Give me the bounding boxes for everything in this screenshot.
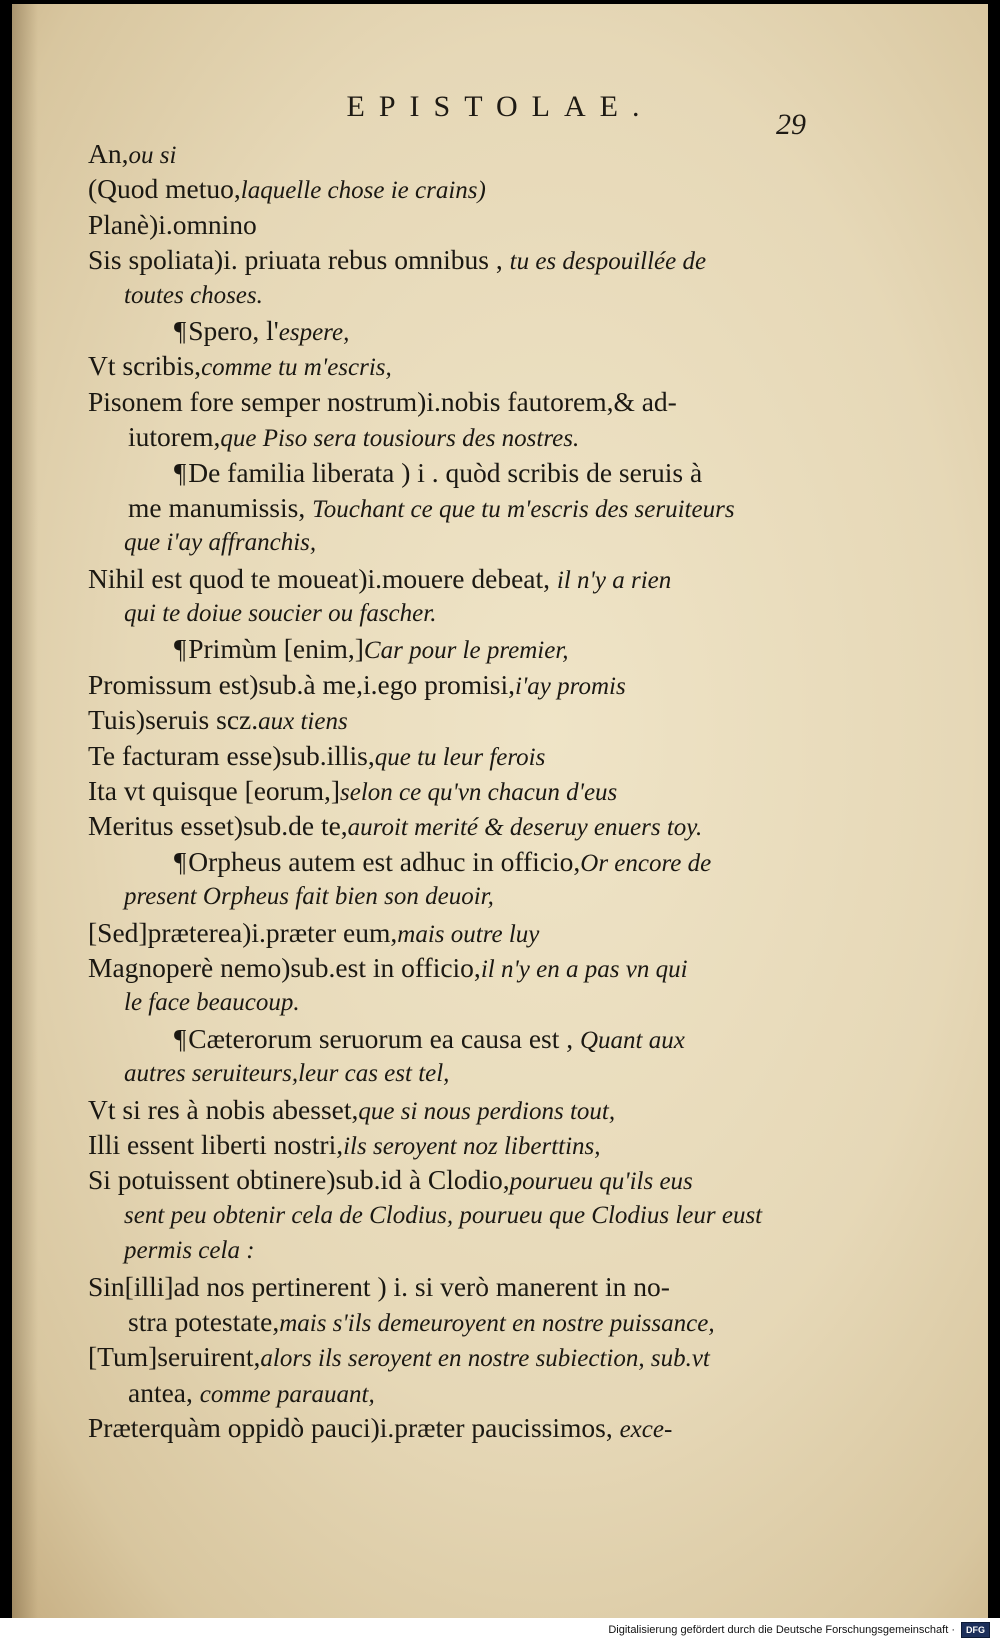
text-line-1: An,ou si xyxy=(88,138,177,169)
text-line-18: Te facturam esse)sub.illis,que tu leur ferois xyxy=(88,739,546,771)
text-line-12: que i'ay affranchis, xyxy=(124,529,317,557)
text-line-33: Sin[illi]ad nos pertinerent ) i. si verò manerent in no- xyxy=(88,1270,670,1302)
text-line-19: Ita vt quisque [eorum,]selon ce qu'vn chacun d'eus xyxy=(88,775,618,807)
text-line-11: me manumissis, Touchant ce que tu m'escris des seruiteurs xyxy=(128,491,735,523)
text-line-3: Planè)i.omnino xyxy=(88,208,257,240)
text-line-8: Pisonem fore semper nostrum)i.nobis fautorem,& ad- xyxy=(88,385,677,417)
text-line-14: qui te doiue soucier ou fascher. xyxy=(124,600,437,628)
text-line-13: Nihil est quod te moueat)i.mouere debeat, il n'y a rien xyxy=(88,562,672,594)
text-line-30: Si potuissent obtinere)sub.id à Clodio,pourueu qu'ils eus xyxy=(88,1164,693,1196)
folio-number: 29 xyxy=(776,108,806,141)
text-line-28: Vt si res à nobis abesset,que si nous perdions tout, xyxy=(88,1093,616,1125)
text-line-35: [Tum]seruirent,alors ils seroyent en nostre subiection, sub.vt xyxy=(88,1341,710,1373)
text-line-10: ¶De familia liberata ) i . quòd scribis de seruis à xyxy=(174,456,703,488)
text-line-25: le face beaucoup. xyxy=(124,989,300,1017)
text-line-2: (Quod metuo,laquelle chose ie crains) xyxy=(88,173,486,205)
text-line-26: ¶Cæterorum seruorum ea causa est , Quant aux xyxy=(174,1022,685,1054)
digitization-footer xyxy=(0,1618,1000,1642)
text-line-22: present Orpheus fait bien son deuoir, xyxy=(124,883,494,911)
text-line-31: sent peu obtenir cela de Clodius, pourueu que Clodius leur eust xyxy=(124,1201,763,1229)
text-line-4: Sis spoliata)i. priuata rebus omnibus , tu es despouillée de xyxy=(88,244,707,276)
text-line-16: Promissum est)sub.à me,i.ego promisi,i'ay promis xyxy=(88,668,626,700)
text-line-17: Tuis)seruis scz.aux tiens xyxy=(88,704,348,736)
text-line-20: Meritus esset)sub.de te,auroit merité & deseruy enuers toy. xyxy=(88,810,703,842)
text-line-27: autres seruiteurs,leur cas est tel, xyxy=(124,1060,450,1088)
text-line-7: Vt scribis,comme tu m'escris, xyxy=(88,350,392,382)
gutter-shadow xyxy=(12,4,38,1618)
text-line-15: ¶Primùm [enim,]Car pour le premier, xyxy=(174,633,569,665)
text-line-34: stra potestate,mais s'ils demeuroyent en nostre puissance, xyxy=(128,1305,715,1337)
text-line-5: toutes choses. xyxy=(124,281,263,309)
running-title: EPISTOLAE. xyxy=(346,90,654,123)
text-line-36: antea, comme parauant, xyxy=(128,1376,375,1408)
text-line-24: Magnoperè nemo)sub.est in officio,il n'y en a pas vn qui xyxy=(88,951,688,983)
text-line-23: [Sed]præterea)i.præter eum,mais outre luy xyxy=(88,916,540,948)
funding-notice: Digitalisierung gefördert durch die Deutsche Forschungsgemeinschaft · xyxy=(608,1624,955,1636)
text-line-9: iutorem,que Piso sera tousiours des nostres. xyxy=(128,421,580,453)
text-line-37: Præterquàm oppidò pauci)i.præter paucissimos, exce- xyxy=(88,1412,673,1444)
text-line-32: permis cela : xyxy=(124,1237,255,1265)
text-line-21: ¶Orpheus autem est adhuc in officio,Or encore de xyxy=(174,845,712,877)
book-page xyxy=(12,4,988,1618)
page-body xyxy=(88,136,788,1445)
text-line-6: ¶Spero, l'espere, xyxy=(174,314,350,346)
dfg-logo: DFG xyxy=(961,1622,990,1638)
text-line-29: Illi essent liberti nostri,ils seroyent noz liberttins, xyxy=(88,1128,601,1160)
